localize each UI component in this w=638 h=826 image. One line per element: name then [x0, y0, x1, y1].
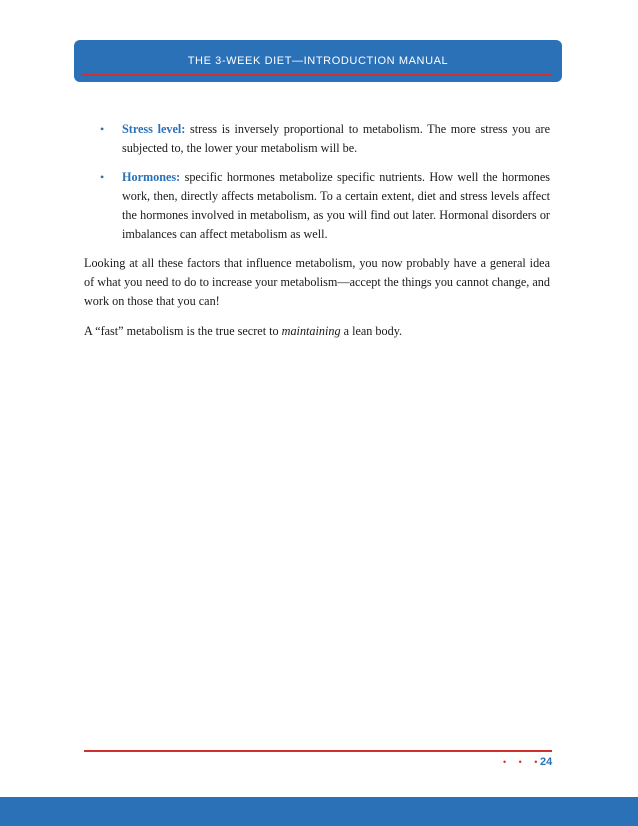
bullet-icon: •: [100, 170, 105, 184]
paragraph-factors: Looking at all these factors that influence metabolism, you now probably have a general idea of what you need to do to increase your metabolism—accept the things you cannot change, and work on those that you can!: [84, 256, 550, 308]
bullet-term: Hormones:: [122, 170, 181, 184]
bullet-stress-level: [84, 120, 550, 158]
header-divider: [82, 74, 552, 76]
footer-divider: [84, 750, 552, 752]
paragraph-text-end: a lean body.: [340, 324, 403, 338]
paragraph-text-start: A “fast” metabolism is the true secret to: [84, 324, 282, 338]
bullet-text: specific hormones metabolize specific nutrients. How well the hormones work, then, directly affects metabolism. To a certain extent, diet and stress levels affect the hormones involved in metabolism, as you will find out later. Hormonal disorders or imbalances can affect metabolism as well.: [122, 170, 551, 241]
footer-dots: • • •: [503, 757, 543, 767]
page-content: [84, 120, 550, 352]
emphasis-maintaining: maintaining: [281, 324, 341, 338]
page-number: 24: [540, 756, 553, 768]
paragraph-fast-metabolism: [84, 322, 550, 341]
bullet-icon: •: [100, 122, 105, 136]
bullet-term: Stress level:: [122, 122, 186, 136]
bottom-bar: [0, 797, 638, 826]
bullet-hormones: [84, 168, 550, 244]
header-title: THE 3-WEEK DIET—INTRODUCTION MANUAL: [187, 55, 449, 67]
bullet-text: stress is inversely proportional to metabolism. The more stress you are subjected to, the lower your metabolism will be.: [122, 122, 550, 155]
